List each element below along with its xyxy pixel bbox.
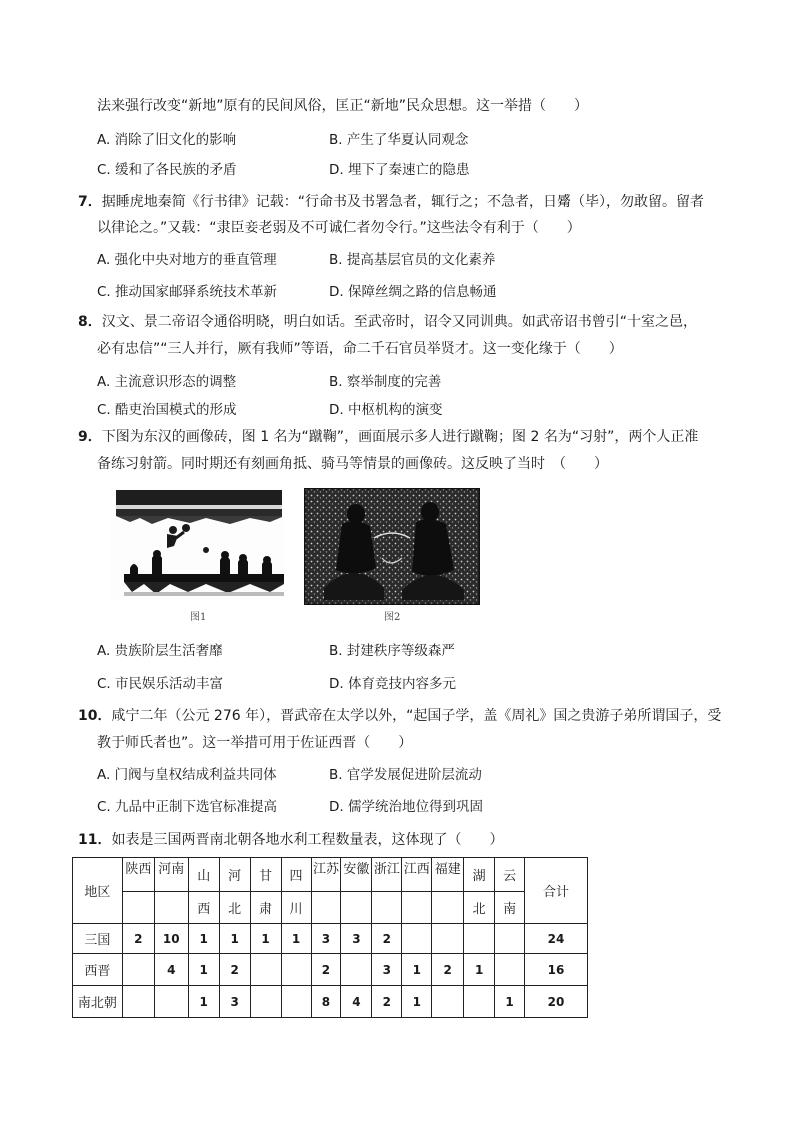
table-cell: 1 (219, 924, 250, 954)
q8-line1 (78, 312, 697, 332)
table-cell: 1 (464, 954, 495, 986)
header-cell: 山 (188, 858, 219, 892)
q9-option-d[interactable]: D. 体育竞技内容多元 (329, 676, 456, 692)
table-cell: 4 (341, 986, 372, 1018)
table-row (73, 986, 588, 1018)
header-cell (122, 892, 154, 924)
table-cell: 8 (311, 986, 341, 1018)
table-cell (281, 986, 311, 1018)
table-cell: 2 (122, 924, 154, 954)
table-cell (154, 986, 188, 1018)
q8-line2: 必有忠信”“三人并行，厥有我师”等语，命二千石官员举贤才。这一变化缘于（ ） (97, 341, 623, 357)
table-cell (464, 924, 495, 954)
table-header-row-bottom (73, 892, 588, 924)
table-cell: 1 (281, 924, 311, 954)
q6-option-c[interactable]: C. 缓和了各民族的矛盾 (97, 162, 237, 178)
q9-line2: 备练习射箭。同时期还有刻画角抵、骑马等情景的画像砖。这反映了当时 （ ） (97, 456, 608, 472)
header-cell: 湖 (464, 858, 495, 892)
header-cell: 陕西 (122, 858, 154, 892)
q6-option-a[interactable]: A. 消除了旧文化的影响 (97, 132, 237, 148)
table-cell: 4 (154, 954, 188, 986)
header-cell: 江西 (402, 858, 432, 892)
header-cell (402, 892, 432, 924)
q8-number: 8． (78, 314, 102, 330)
q10-option-c[interactable]: C. 九品中正制下选官标准提高 (97, 799, 278, 815)
table-cell (495, 954, 525, 986)
header-cell: 肃 (250, 892, 281, 924)
header-cell: 北 (219, 892, 250, 924)
table-cell: 2 (219, 954, 250, 986)
table-cell (250, 986, 281, 1018)
table-cell: 2 (372, 986, 402, 1018)
figure-2-archery-rubbing (304, 488, 480, 605)
header-cell: 四 (281, 858, 311, 892)
row-label: 南北朝 (73, 986, 123, 1018)
table-row (73, 924, 588, 954)
q10-option-a[interactable]: A. 门阀与皇权结成利益共同体 (97, 767, 277, 783)
figure-1-cuju-rubbing (110, 488, 284, 600)
q7-line1 (78, 192, 704, 212)
header-cell: 南 (495, 892, 525, 924)
header-cell (154, 892, 188, 924)
q8-option-c[interactable]: C. 酷吏治国模式的形成 (97, 402, 237, 418)
table-cell: 3 (372, 954, 402, 986)
q7-option-a[interactable]: A. 强化中央对地方的垂直管理 (97, 252, 277, 268)
q6-option-b[interactable]: B. 产生了华夏认同观念 (329, 132, 469, 148)
header-cell: 河 (219, 858, 250, 892)
q10-line1 (78, 706, 721, 726)
q9-line1 (78, 427, 698, 447)
table-cell: 1 (188, 986, 219, 1018)
header-cell (372, 892, 402, 924)
header-cell: 江苏 (311, 858, 341, 892)
row-label: 三国 (73, 924, 123, 954)
table-cell: 10 (154, 924, 188, 954)
table-cell: 2 (372, 924, 402, 954)
table-cell (122, 986, 154, 1018)
table-cell: 1 (402, 954, 432, 986)
header-cell (432, 892, 464, 924)
table-cell: 2 (311, 954, 341, 986)
header-cell: 川 (281, 892, 311, 924)
q6-option-d[interactable]: D. 埋下了秦速亡的隐患 (329, 162, 470, 178)
table-cell (341, 954, 372, 986)
table-cell (464, 986, 495, 1018)
table-cell: 3 (341, 924, 372, 954)
table-cell (122, 954, 154, 986)
q10-number: 10． (78, 708, 112, 724)
q10-line2: 教于师氏者也”。这一举措可用于佐证西晋（ ） (97, 735, 413, 751)
header-cell: 福建 (432, 858, 464, 892)
header-cell: 河南 (154, 858, 188, 892)
q6-stem: 法来强行改变“新地”原有的民间风俗，匡正“新地”民众思想。这一举措（ ） (97, 98, 589, 114)
q7-line2: 以律论之。”又载：“隶臣妾老弱及不可诚仁者勿令行。”这些法令有利于（ ） (97, 220, 581, 236)
q8-option-b[interactable]: B. 察举制度的完善 (329, 374, 442, 390)
table-cell (250, 954, 281, 986)
header-cell-total: 合计 (525, 858, 588, 924)
header-cell: 北 (464, 892, 495, 924)
table-cell: 1 (250, 924, 281, 954)
q9-option-b[interactable]: B. 封建秩序等级森严 (329, 643, 455, 659)
q9-stem-1: 下图为东汉的画像砖，图 1 名为“蹴鞠”，画面展示多人进行蹴鞠；图 2 名为“习射”，两个人正准 (101, 429, 699, 445)
q8-option-a[interactable]: A. 主流意识形态的调整 (97, 374, 237, 390)
table-cell: 3 (219, 986, 250, 1018)
q7-number: 7． (78, 194, 102, 210)
header-cell (341, 892, 372, 924)
q7-option-d[interactable]: D. 保障丝绸之路的信息畅通 (329, 284, 497, 300)
q10-stem-1: 咸宁二年（公元 276 年），晋武帝在太学以外，“起国子学，盖《周礼》国之贵游子弟所谓国子，受 (111, 708, 722, 724)
q8-option-d[interactable]: D. 中枢机构的演变 (329, 402, 443, 418)
q8-stem-1: 汉文、景二帝诏令通俗明晓，明白如话。至武帝时，诏令又同训典。如武帝诏书曾引“十室之邑， (101, 314, 698, 330)
q7-option-b[interactable]: B. 提高基层官员的文化素养 (329, 252, 496, 268)
q7-stem-1: 据睡虎地秦简《行书律》记载：“行命书及书署急者，辄行之；不急者，日觱（毕），勿敢留。留者 (101, 194, 705, 210)
table-cell (432, 924, 464, 954)
table-cell: 1 (188, 924, 219, 954)
q11-number: 11． (78, 832, 112, 848)
q7-option-c[interactable]: C. 推动国家邮驿系统技术革新 (97, 284, 278, 300)
header-cell: 西 (188, 892, 219, 924)
header-cell: 安徽 (341, 858, 372, 892)
table-cell: 1 (495, 986, 525, 1018)
header-cell: 云 (495, 858, 525, 892)
water-projects-table (72, 857, 588, 1018)
table-row (73, 954, 588, 986)
table-corner-cell: 地区 (73, 858, 123, 924)
figure-1-image (110, 488, 284, 600)
table-cell-total: 16 (525, 954, 588, 986)
q10-option-b[interactable]: B. 官学发展促进阶层流动 (329, 767, 482, 783)
header-cell: 甘 (250, 858, 281, 892)
table-cell (432, 986, 464, 1018)
table-cell (495, 924, 525, 954)
q9-option-c[interactable]: C. 市民娱乐活动丰富 (97, 676, 224, 692)
row-label: 西晋 (73, 954, 123, 986)
figure-2-image (304, 488, 480, 605)
q11-stem-1: 如表是三国两晋南北朝各地水利工程数量表，这体现了（ ） (111, 832, 504, 848)
table-cell (281, 954, 311, 986)
table-cell-total: 20 (525, 986, 588, 1018)
table-cell: 1 (402, 986, 432, 1018)
header-cell (311, 892, 341, 924)
table-cell-total: 24 (525, 924, 588, 954)
table-cell (402, 924, 432, 954)
table-cell: 2 (432, 954, 464, 986)
figure-1-caption: 图1 (190, 612, 207, 623)
q9-option-a[interactable]: A. 贵族阶层生活奢靡 (97, 643, 223, 659)
figure-2-caption: 图2 (384, 612, 401, 623)
table-header-row-top (73, 858, 588, 892)
table-cell: 3 (311, 924, 341, 954)
q11-line1 (78, 830, 503, 850)
header-cell: 浙江 (372, 858, 402, 892)
q10-option-d[interactable]: D. 儒学统治地位得到巩固 (329, 799, 483, 815)
q9-number: 9． (78, 429, 102, 445)
table-cell: 1 (188, 954, 219, 986)
